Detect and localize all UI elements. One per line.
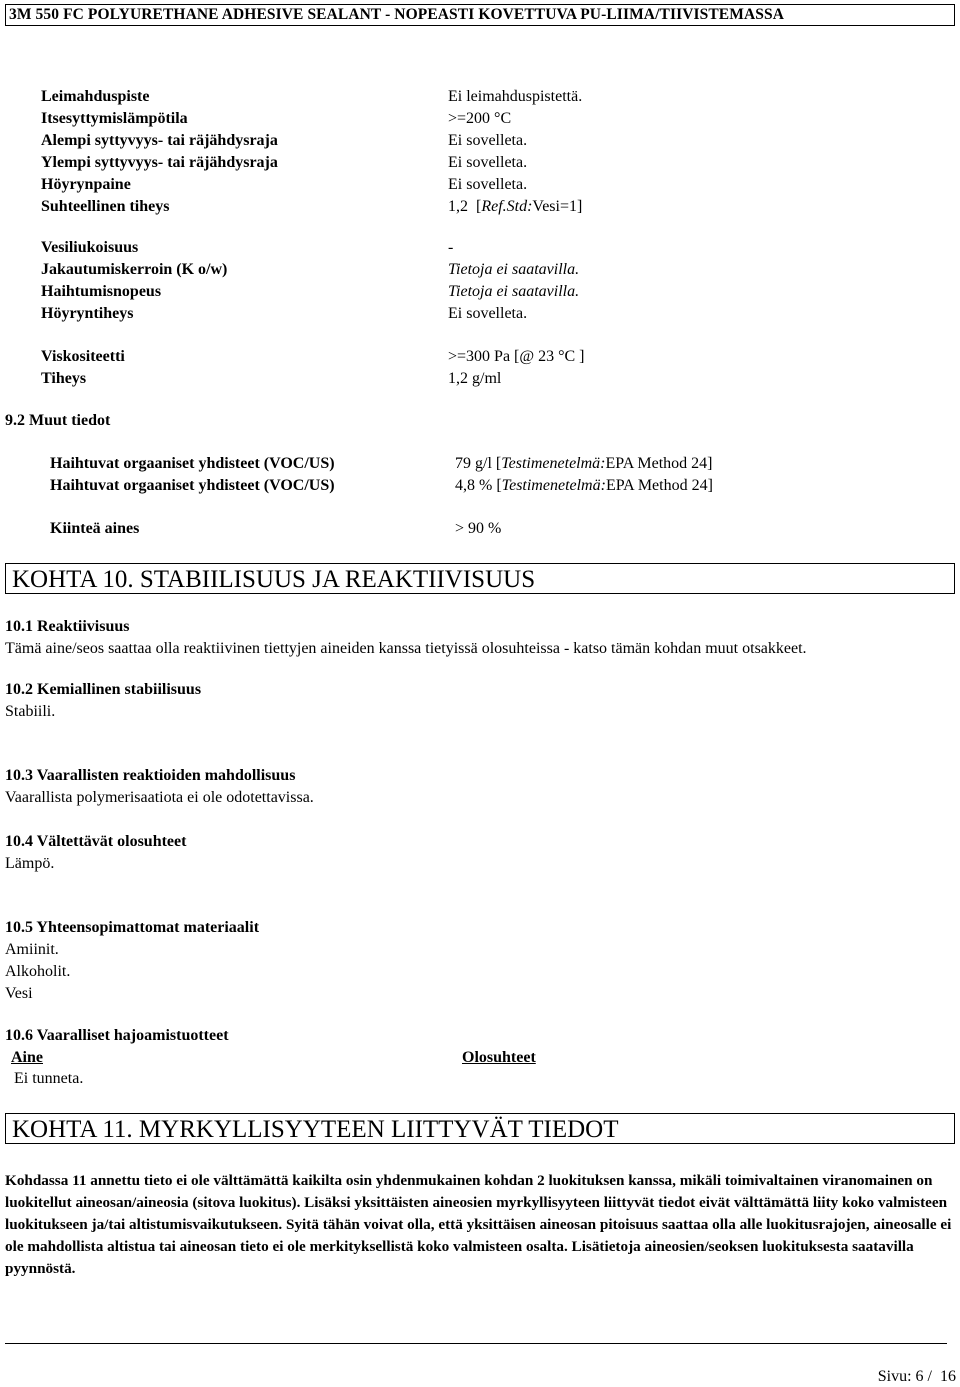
property-value: Tietoja ei saatavilla. (448, 283, 580, 301)
property-row (41, 196, 661, 218)
property-value: Ei sovelleta. (448, 176, 528, 194)
voc-label: Haihtuvat orgaaniset yhdisteet (VOC/US) (50, 455, 335, 473)
value-suffix: EPA Method 24] (605, 455, 713, 473)
list-item: Vesi (5, 985, 33, 1003)
subsection-heading: 10.5 Yhteensopimattomat materiaalit (5, 919, 260, 937)
property-row (41, 130, 661, 152)
property-label: Leimahduspiste (41, 88, 150, 106)
value-prefix: 1,2 [ (448, 198, 482, 216)
decomposition-value: Ei tunneta. (14, 1070, 84, 1088)
properties-group-2 (41, 237, 661, 325)
footer-divider (5, 1343, 947, 1344)
page-number: Sivu: 6 / 16 (877, 1368, 956, 1385)
subsection-heading: 10.3 Vaarallisten reaktioiden mahdollisuus (5, 767, 296, 785)
section-11-title: KOHTA 11. MYRKYLLISYYTEEN LIITTYVÄT TIEDOT (5, 1113, 955, 1144)
document-header (5, 4, 955, 26)
property-label: Haihtumisnopeus (41, 283, 162, 301)
section-10-6 (5, 1025, 955, 1047)
voc-row (50, 453, 810, 475)
other-info-heading: 9.2 Muut tiedot (5, 412, 111, 429)
property-row (41, 174, 661, 196)
property-label: Suhteellinen tiheys (41, 198, 170, 216)
property-row (41, 259, 661, 281)
subsection-heading: 10.2 Kemiallinen stabiilisuus (5, 681, 202, 699)
voc-label: Haihtuvat orgaaniset yhdisteet (VOC/US) (50, 477, 335, 495)
property-label: Alempi syttyvyys- tai räjähdysraja (41, 132, 278, 150)
property-label: Vesiliukoisuus (41, 239, 139, 257)
property-row (41, 346, 661, 368)
value-prefix: 79 g/l [ (455, 455, 502, 473)
property-label: Jakautumiskerroin (K o/w) (41, 261, 228, 279)
solids-label: Kiinteä aines (50, 520, 140, 538)
column-header-conditions: Olosuhteet (462, 1049, 536, 1067)
section-10-title: KOHTA 10. STABIILISUUS JA REAKTIIVISUUS (5, 563, 955, 594)
section-10-4 (5, 831, 955, 875)
section-10-3 (5, 765, 955, 809)
property-label: Ylempi syttyvyys- tai räjähdysraja (41, 154, 278, 172)
subsection-text: Lämpö. (5, 855, 55, 873)
voc-value (455, 453, 712, 475)
subsection-text: Stabiili. (5, 703, 56, 721)
section-10-2 (5, 679, 955, 723)
value-suffix: EPA Method 24] (605, 477, 713, 495)
list-item: Amiinit. (5, 941, 59, 959)
property-label: Tiheys (41, 370, 87, 388)
value-prefix: 4,8 % [ (455, 477, 502, 495)
voc-row (50, 475, 810, 497)
property-row (41, 281, 661, 303)
solids-line (50, 518, 810, 540)
property-value: Tietoja ei saatavilla. (448, 261, 580, 279)
property-row (41, 237, 661, 259)
subsection-text: Tämä aine/seos saattaa olla reaktiivinen tiettyjen aineiden kanssa tietyissä olosuhteissa - katso tämän kohdan muut otsakkeet. (5, 640, 807, 658)
voc-value (455, 475, 713, 497)
solids-row (50, 518, 810, 540)
property-label: Höyrynpaine (41, 176, 131, 194)
subsection-text: Vaarallista polymerisaatiota ei ole odotettavissa. (5, 789, 314, 807)
section-11-note: Kohdassa 11 annettu tieto ei ole välttämättä kaikilta osin yhdenmukainen kohdan 2 luokituksen kanssa, mikäli toimivaltainen viranomainen on luokitellut aineosan/aineosia (sitova luokitus). Lisäksi yksittäisten aineosien myrkyllisyyteen liittyvät tiedot eivät välttämättä liity koko valmisteen luokitukseen ja/tai altistumisvaikutukseen. Syitä tähän voivat olla, että yksittäisen aineosan pitoisuus saattaa olla alle luokitusrajojen, aineosalle ei ole mahdollista altistua tai aineosan tieto ei ole merkityksellistä koko valmisteen osalta. Lisätietoja aineosien/seoksen luokituksesta saatavilla pyynnöstä. (5, 1172, 952, 1277)
property-value (448, 196, 582, 218)
solids-value: > 90 % (455, 520, 502, 538)
property-row (41, 368, 661, 390)
properties-group-3 (41, 346, 661, 390)
value-suffix: Vesi=1] (532, 198, 583, 216)
property-label: Viskositeetti (41, 348, 125, 366)
properties-group-1 (41, 86, 661, 218)
property-value: Ei sovelleta. (448, 132, 528, 150)
property-value: Ei sovelleta. (448, 305, 528, 323)
value-italic: Testimenetelmä: (501, 477, 606, 495)
property-value: Ei leimahduspistettä. (448, 88, 583, 106)
voc-group (50, 453, 810, 497)
section-10-5 (5, 917, 955, 1005)
subsection-heading: 10.4 Vältettävät olosuhteet (5, 833, 187, 851)
property-value: 1,2 g/ml (448, 370, 502, 388)
subsection-heading: 10.6 Vaaralliset hajoamistuotteet (5, 1027, 229, 1045)
property-row (41, 152, 661, 174)
property-value: >=200 °C (448, 110, 512, 128)
property-value: Ei sovelleta. (448, 154, 528, 172)
section-10-1 (5, 616, 955, 660)
property-row (41, 86, 661, 108)
subsection-heading: 10.1 Reaktiivisuus (5, 618, 130, 636)
decomposition-table-header (11, 1047, 611, 1069)
value-italic: Ref.Std: (481, 198, 533, 216)
property-value: - (448, 239, 454, 257)
property-value: >=300 Pa [@ 23 °C ] (448, 348, 585, 366)
property-label: Höyryntiheys (41, 305, 134, 323)
property-label: Itsesyttymislämpötila (41, 110, 188, 128)
decomposition-row (14, 1068, 960, 1090)
property-row (41, 303, 661, 325)
list-item: Alkoholit. (5, 963, 71, 981)
value-italic: Testimenetelmä: (501, 455, 606, 473)
column-header-substance: Aine (11, 1049, 43, 1067)
property-row (41, 108, 661, 130)
document-title: 3M 550 FC POLYURETHANE ADHESIVE SEALANT - NOPEASTI KOVETTUVA PU-LIIMA/TIIVISTEMASSA (9, 5, 784, 23)
